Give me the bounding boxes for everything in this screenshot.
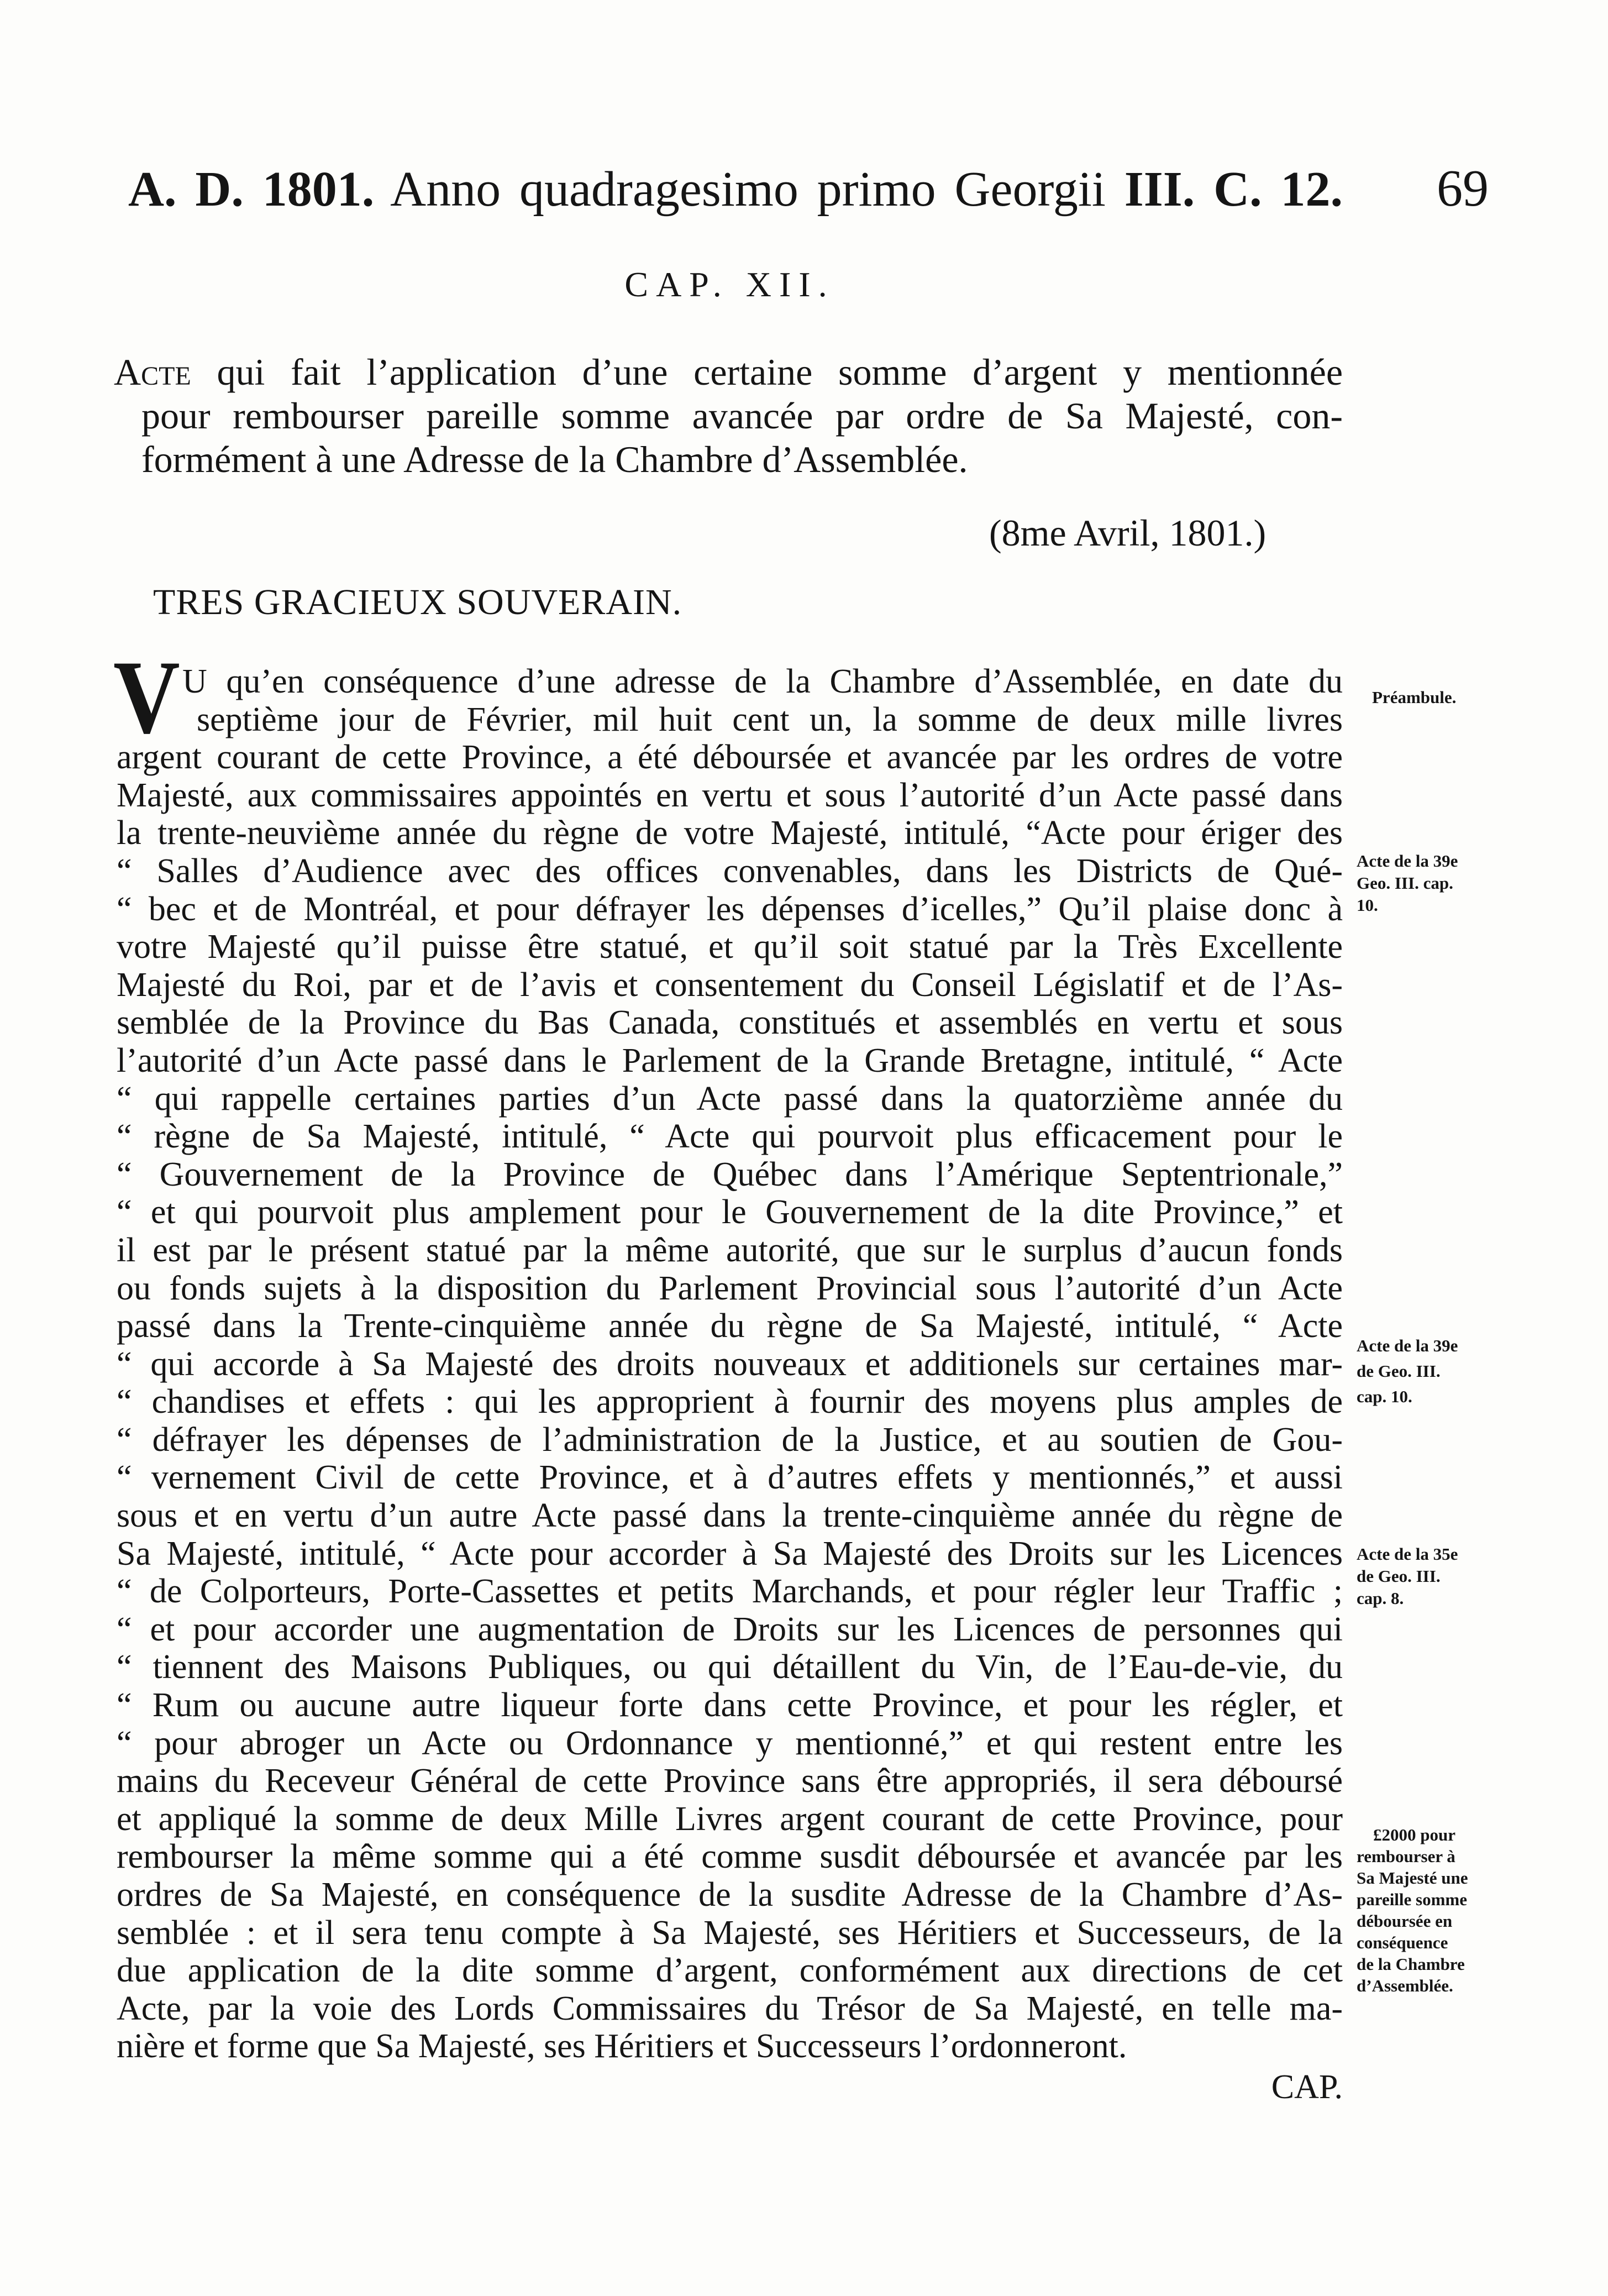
body-line: “ et pour accorder une augmentation de Droits sur les Licences de personnes qui	[117, 1610, 1343, 1648]
body-line: Majesté du Roi, par et de l’avis et consentement du Conseil Législatif et de l’As-	[117, 966, 1343, 1004]
body-line: Sa Majesté, intitulé, “ Acte pour accorder à Sa Majesté des Droits sur les Licences	[117, 1534, 1343, 1572]
enactment-date: (8me Avril, 1801.)	[989, 512, 1267, 554]
act-title-line: pour rembourser pareille somme avancée par ordre de Sa Majesté, con-	[141, 395, 1343, 437]
margin-note-line: pareille somme	[1357, 1890, 1468, 1909]
body-line: “ tiennent des Maisons Publiques, ou qui détaillent du Vin, de l’Eau-de-vie, du	[117, 1648, 1343, 1686]
body-line: “ chandises et effets : qui les approprient à fournir des moyens plus amples de	[117, 1383, 1343, 1421]
body-line: septième jour de Février, mil huit cent un, la somme de deux mille livres	[197, 700, 1343, 738]
body-line: “ Gouvernement de la Province de Québec dans l’Amérique Septentrionale,”	[117, 1155, 1343, 1193]
drop-cap: V	[113, 639, 180, 756]
body-line: “ bec et de Montréal, et pour défrayer les dépenses d’icelles,” Qu’il plaise donc à	[117, 890, 1343, 928]
margin-note-line: Acte de la 39e	[1357, 851, 1458, 871]
chapter-heading: CAP. XII.	[624, 265, 835, 304]
act-title-line	[114, 350, 1343, 394]
running-head-year: A. D. 1801.	[128, 162, 375, 217]
body-line: passé dans la Trente-cinquième année du règne de Sa Majesté, intitulé, “ Acte	[117, 1307, 1343, 1345]
margin-note-line: de Geo. III.	[1357, 1566, 1441, 1586]
body-line: il est par le présent statué par la même autorité, que sur le surplus d’aucun fonds	[117, 1231, 1343, 1269]
running-head	[128, 162, 1343, 217]
body-line: “ et qui pourvoit plus amplement pour le Gouvernement de la dite Province,” et	[117, 1193, 1343, 1231]
margin-note-line: £2000 pour	[1373, 1825, 1455, 1844]
running-head-title: Anno quadragesimo primo Georgii	[390, 162, 1106, 217]
margin-note-line: conséquence	[1357, 1933, 1448, 1952]
body-line: sous et en vertu d’un autre Acte passé dans la trente-cinquième année du règne de	[117, 1497, 1343, 1535]
running-head-regnal-year: III. C. 12.	[1124, 162, 1343, 217]
act-title-lead-word: Acte	[114, 351, 191, 393]
margin-note-act-39-second	[1357, 1333, 1509, 1409]
body-line: l’autorité d’un Acte passé dans le Parlement de la Grande Bretagne, intitulé, “ Acte	[117, 1041, 1343, 1079]
act-title	[114, 350, 1343, 481]
body-line: votre Majesté qu’il puisse être statué, et qu’il soit statué par la Très Excellente	[117, 928, 1343, 966]
salutation: TRES GRACIEUX SOUVERAIN.	[153, 582, 682, 622]
body-line: “ Rum ou aucune autre liqueur forte dans cette Province, et pour les régler, et	[117, 1686, 1343, 1724]
body-paragraph	[117, 663, 1343, 2066]
act-title-line-text: qui fait l’application d’une certaine somme d’argent y mentionnée	[217, 351, 1343, 393]
margin-note-line: rembourser à	[1357, 1847, 1455, 1866]
margin-note-act-35	[1357, 1543, 1509, 1610]
margin-note-line: de Geo. III.	[1357, 1361, 1441, 1381]
body-line: “ Salles d’Audience avec des offices convenables, dans les Districts de Qué-	[117, 852, 1343, 890]
body-line: due application de la dite somme d’argent, conformément aux directions de cet	[117, 1952, 1343, 1990]
margin-note-line: d’Assemblée.	[1357, 1976, 1453, 1995]
body-line: “ vernement Civil de cette Province, et à d’autres effets y mentionnés,” et aussi	[117, 1459, 1343, 1497]
margin-note-line: déboursée en	[1357, 1911, 1453, 1931]
margin-note-line: Sa Majesté une	[1357, 1868, 1468, 1888]
margin-note-line: Préambule.	[1372, 688, 1457, 707]
margin-note-line: de la Chambre	[1357, 1954, 1465, 1974]
margin-note-line: Geo. III. cap.	[1357, 873, 1453, 893]
body-line: “ qui rappelle certaines parties d’un Acte passé dans la quatorzième année du	[117, 1079, 1343, 1118]
body-line: rembourser la même somme qui a été comme susdit déboursée et avancée par les	[117, 1838, 1343, 1876]
margin-note-reimbursement	[1357, 1824, 1509, 1996]
margin-note-line: Acte de la 35e	[1357, 1544, 1458, 1564]
body-line: “ de Colporteurs, Porte-Cassettes et petits Marchands, et pour régler leur Traffic ;	[117, 1572, 1343, 1611]
body-line: Acte, par la voie des Lords Commissaires du Trésor de Sa Majesté, en telle ma-	[117, 1989, 1343, 2027]
body-line: la trente-neuvième année du règne de votre Majesté, intitulé, “Acte pour ériger des	[117, 814, 1343, 852]
body-line: semblée de la Province du Bas Canada, constitués et assemblés en vertu et sous	[117, 1004, 1343, 1042]
margin-note-line: cap. 8.	[1357, 1589, 1404, 1608]
body-line: et appliqué la somme de deux Mille Livres argent courant de cette Province, pour	[117, 1800, 1343, 1838]
body-line: Majesté, aux commissaires appointés en vertu et sous l’autorité d’un Acte passé dans	[117, 776, 1343, 814]
body-line: argent courant de cette Province, a été déboursée et avancée par les ordres de votre	[117, 738, 1343, 777]
body-line: ordres de Sa Majesté, en conséquence de la susdite Adresse de la Chambre d’As-	[117, 1876, 1343, 1914]
catchword: CAP.	[1271, 2068, 1343, 2106]
margin-note-line: 10.	[1357, 895, 1378, 915]
margin-note-line: cap. 10.	[1357, 1387, 1412, 1406]
body-line: “ défrayer les dépenses de l’administration de la Justice, et au soutien de Gou-	[117, 1420, 1343, 1459]
body-line: “ qui accorde à Sa Majesté des droits nouveaux et additionels sur certaines mar-	[117, 1345, 1343, 1383]
body-line: mains du Receveur Général de cette Province sans être appropriés, il sera déboursé	[117, 1762, 1343, 1800]
margin-note-preamble	[1357, 686, 1524, 709]
act-title-line: formément à une Adresse de la Chambre d’Assemblée.	[141, 438, 968, 480]
body-line: “ règne de Sa Majesté, intitulé, “ Acte qui pourvoit plus efficacement pour le	[117, 1118, 1343, 1156]
margin-note-act-39-first	[1357, 850, 1509, 916]
body-line: nière et forme que Sa Majesté, ses Héritiers et Successeurs l’ordonneront.	[117, 2027, 1127, 2066]
body-line: U qu’en conséquence d’une adresse de la Chambre d’Assemblée, en date du	[182, 663, 1343, 700]
body-line: semblée : et il sera tenu compte à Sa Majesté, ses Héritiers et Successeurs, de la	[117, 1914, 1343, 1952]
body-line: “ pour abroger un Acte ou Ordonnance y mentionné,” et qui restent entre les	[117, 1724, 1343, 1762]
body-line: ou fonds sujets à la disposition du Parlement Provincial sous l’autorité d’un Acte	[117, 1269, 1343, 1307]
margin-note-line: Acte de la 39e	[1357, 1336, 1458, 1355]
page-number: 69	[1437, 160, 1489, 217]
